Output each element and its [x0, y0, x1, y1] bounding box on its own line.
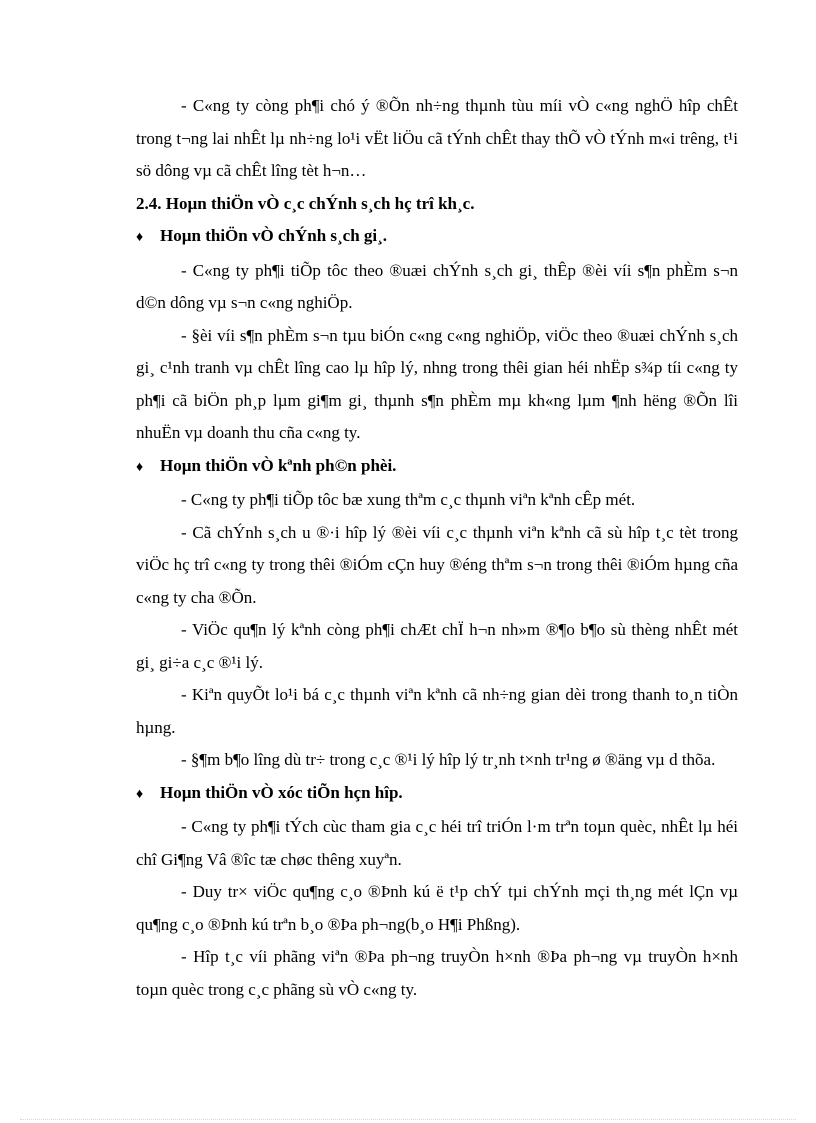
diamond-bullet-icon: ♦ [136, 786, 144, 802]
document-page [136, 90, 738, 1006]
bullet-heading-distribution [136, 450, 738, 485]
paragraph-inventory-levels: - §¶m b¶o lîng dù tr÷ trong c¸c ®¹i lý hîp lý tr¸nh t×nh tr¹ng ø ®äng vµ d thõa. [181, 750, 716, 769]
bullet-heading-pricing [136, 220, 738, 255]
bullet-heading-distribution-text: Hoµn thiÖn vÒ kªnh ph©n phèi. [160, 455, 397, 475]
paragraph-marine-paint-pricing: - §èi víi s¶n phÈm s¬n tµu biÓn c«ng c«ng nghiÖp, viÖc theo ®uæi chÝnh s¸ch gi¸ c¹nh tranh vµ chÊt lîng cao lµ hîp lý, nhng trong thêi gian héi nhËp s¾p tíi c«ng ty ph¶i cã biÖn ph¸p lµm gi¶m gi¸ thµnh s¶n phÈm mµ kh«ng lµm ¶nh hëng ®Õn lîi nhuËn vµ doanh thu cña c«ng ty. [136, 325, 738, 442]
paragraph-technology-trends: - C«ng ty còng ph¶i chó ý ®Õn nh÷ng thµnh tùu míi vÒ c«ng nghÖ hîp chÊt trong t¬ng lai nhÊt lµ nh÷ng lo¹i vËt liÖu cã tÝnh chÊt thay thÕ vÒ tÝnh m«i trêng, t¹i sö dông vµ cã chÊt lîng tèt h¬n… [136, 96, 738, 180]
paragraph-low-price-policy: - C«ng ty ph¶i tiÕp tôc theo ®uæi chÝnh s¸ch gi¸ thÊp ®èi víi s¶n phÈm s¬n d©n dông vµ s¬n c«ng nghiÖp. [136, 260, 738, 312]
page-bottom-divider [20, 1119, 796, 1120]
paragraph-trade-fairs: - C«ng ty ph¶i tÝch cùc tham gia c¸c héi trî triÓn l·m trªn toµn quèc, nhÊt lµ héi chî Gi¶ng Vâ ®îc tæ chøc thêng xuyªn. [136, 817, 738, 869]
paragraph-incentive-policy: - Cã chÝnh s¸ch u ®·i hîp lý ®èi víi c¸c thµnh viªn kªnh cã sù hîp t¸c tèt trong viÖc hç trî c«ng ty trong thêi ®iÓm cÇn huy ®éng thªm s¬n trong thêi ®iÓm hµng cña c«ng ty cha ®Õn. [136, 522, 738, 607]
section-heading-2-4: 2.4. Hoµn thiÖn vÒ c¸c chÝnh s¸ch hç trî kh¸c. [136, 193, 475, 213]
paragraph-add-channel-members: - C«ng ty ph¶i tiÕp tôc bæ xung thªm c¸c thµnh viªn kªnh cÊp mét. [181, 490, 636, 509]
paragraph-remove-dishonest-members: - Kiªn quyÕt lo¹i bá c¸c thµnh viªn kªnh cã nh÷ng gian dèi trong thanh to¸n tiÒn hµng. [136, 685, 738, 737]
paragraph-channel-management: - ViÖc qu¶n lý kªnh còng ph¶i chÆt chÏ h¬n nh»m ®¶o b¶o sù thèng nhÊt mét gi¸ gi÷a c¸c ®¹i lý. [136, 620, 738, 672]
paragraph-periodic-advertising: - Duy tr× viÖc qu¶ng c¸o ®Þnh kú ë t¹p chÝ tµi chÝnh mçi th¸ng mét lÇn vµ qu¶ng c¸o ®Þnh kú trªn b¸o ®Þa ph¬ng(b¸o H¶i Phßng). [136, 882, 738, 934]
bullet-heading-promotion [136, 777, 738, 812]
diamond-bullet-icon: ♦ [136, 459, 144, 475]
bullet-heading-promotion-text: Hoµn thiÖn vÒ xóc tiÕn hçn hîp. [160, 782, 403, 802]
diamond-bullet-icon: ♦ [136, 230, 144, 245]
paragraph-media-cooperation: - Hîp t¸c víi phãng viªn ®Þa ph¬ng truyÒn h×nh ®Þa ph¬ng vµ truyÒn h×nh toµn quèc trong c¸c phãng sù vÒ c«ng ty. [136, 947, 738, 999]
bullet-heading-pricing-text: Hoµn thiÖn vÒ chÝnh s¸ch gi¸. [160, 226, 388, 245]
